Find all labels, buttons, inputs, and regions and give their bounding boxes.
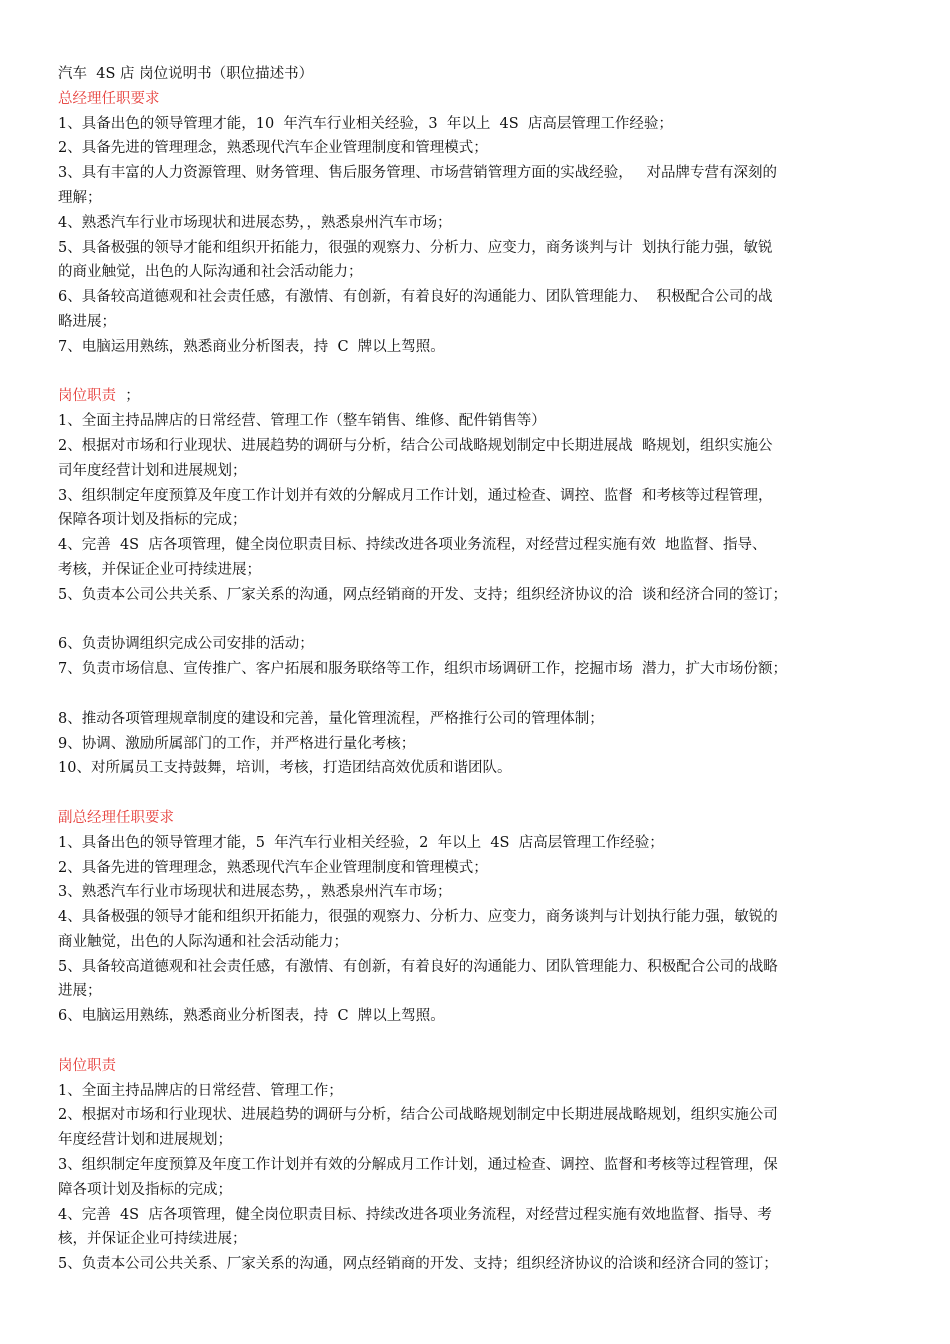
list-item: 4、完善 4S 店各项管理，健全岗位职责目标、持续改进各项业务流程，对经营过程实施有效地监督、指导、考 [58, 1206, 772, 1223]
list-item: 3、具有丰富的人力资源管理、财务管理、售后服务管理、市场营销管理方面的实战经验， 对品牌专营有深刻的 [58, 165, 778, 182]
list-item: 3、熟悉汽车行业市场现状和进展态势，，熟悉泉州汽车市场； [58, 884, 452, 901]
list-item: 2、根据对市场和行业现状、进展趋势的调研与分析，结合公司战略规划制定中长期进展战略规划，组织实施公司 [58, 1107, 778, 1124]
list-item: 7、负责市场信息、宣传推广、客户拓展和服务联络等工作，组织市场调研工作，挖掘市场 潜力，扩大市场份额； [58, 661, 787, 678]
list-item: 保障各项计划及指标的完成； [58, 512, 247, 529]
list-item: 1、具备出色的领导管理才能，5 年汽车行业相关经验，2 年以上 4S 店高层管理工作经验； [58, 834, 664, 851]
list-item: 考核，并保证企业可持续进展； [58, 561, 261, 578]
list-item: 5、负责本公司公共关系、厂家关系的沟通，网点经销商的开发、支持；组织经济协议的洽谈和经济合同的签订； [58, 1256, 778, 1273]
list-item: 2、具备先进的管理理念，熟悉现代汽车企业管理制度和管理模式； [58, 140, 488, 157]
list-item: 年度经营计划和进展规划； [58, 1132, 232, 1149]
list-item: 6、负责协调组织完成公司安排的活动； [58, 636, 314, 653]
document-title: 汽车 4S 店 岗位说明书（职位描述书） [58, 66, 314, 82]
list-item: 4、熟悉汽车行业市场现状和进展态势，，熟悉泉州汽车市场； [58, 214, 452, 231]
spacer [58, 682, 908, 707]
list-item: 10、对所属员工支持鼓舞，培训，考核，打造团结高效优质和谐团队。 [58, 760, 512, 777]
list-item: 略进展； [58, 313, 116, 330]
list-item: 1、全面主持品牌店的日常经营、管理工作（整车销售、维修、配件销售等） [58, 413, 546, 430]
list-item: 5、具备极强的领导才能和组织开拓能力，很强的观察力、分析力、应变力，商务谈判与计 划执行能力强，敏锐 [58, 239, 773, 256]
list-item: 7、电脑运用熟练，熟悉商业分析图表，持 C 牌以上驾照。 [58, 338, 445, 355]
list-item: 司年度经营计划和进展规划； [58, 462, 247, 479]
list-item: 理解； [58, 189, 102, 206]
list-item: 6、电脑运用熟练，熟悉商业分析图表，持 C 牌以上驾照。 [58, 1008, 445, 1025]
list-item: 1、全面主持品牌店的日常经营、管理工作； [58, 1082, 343, 1099]
list-item: 的商业触觉，出色的人际沟通和社会活动能力； [58, 264, 363, 281]
list-item: 进展； [58, 983, 102, 1000]
spacer [58, 608, 908, 633]
list-item: 2、具备先进的管理理念，熟悉现代汽车企业管理制度和管理模式； [58, 859, 488, 876]
list-item: 障各项计划及指标的完成； [58, 1181, 232, 1198]
document-page [58, 62, 908, 1277]
section-heading-gm-requirements: 总经理任职要求 [58, 90, 160, 107]
list-item: 8、推动各项管理规章制度的建设和完善，量化管理流程，严格推行公司的管理体制； [58, 710, 604, 727]
list-item: 核，并保证企业可持续进展； [58, 1231, 247, 1248]
list-item: 6、具备较高道德观和社会责任感，有激情、有创新，有着良好的沟通能力、团队管理能力、 积极配合公司的战 [58, 289, 773, 306]
list-item: 4、完善 4S 店各项管理，健全岗位职责目标、持续改进各项业务流程，对经营过程实施有效 地监督、指导、 [58, 537, 767, 554]
list-item: 4、具备极强的领导才能和组织开拓能力，很强的观察力、分析力、应变力，商务谈判与计划执行能力强，敏锐的 [58, 909, 778, 926]
list-item: 3、组织制定年度预算及年度工作计划并有效的分解成月工作计划，通过检查、调控、监督 和考核等过程管理， [58, 487, 773, 504]
list-item: 3、组织制定年度预算及年度工作计划并有效的分解成月工作计划，通过检查、调控、监督和考核等过程管理，保 [58, 1157, 778, 1174]
list-item: 5、具备较高道德观和社会责任感，有激情、有创新，有着良好的沟通能力、团队管理能力、积极配合公司的战略 [58, 958, 778, 975]
vgm-duties-list [58, 1079, 908, 1277]
spacer [58, 781, 908, 806]
gm-requirements-list [58, 112, 908, 360]
list-item: 5、负责本公司公共关系、厂家关系的沟通，网点经销商的开发、支持；组织经济协议的洽 谈和经济合同的签订； [58, 586, 787, 603]
list-item: 2、根据对市场和行业现状、进展趋势的调研与分析，结合公司战略规划制定中长期进展战 略规划，组织实施公 [58, 437, 773, 454]
section-heading-gm-duties [58, 384, 908, 409]
gm-duties-list [58, 409, 908, 781]
spacer [58, 360, 908, 385]
section-heading-vgm-duties: 岗位职责 [58, 1057, 116, 1074]
spacer [58, 1029, 908, 1054]
section-heading-vgm-requirements: 副总经理任职要求 [58, 809, 174, 826]
list-item: 商业触觉，出色的人际沟通和社会活动能力； [58, 933, 348, 950]
section-heading-text: 岗位职责 [58, 388, 116, 405]
heading-suffix: ； [116, 388, 140, 405]
list-item: 1、具备出色的领导管理才能，10 年汽车行业相关经验，3 年以上 4S 店高层管理工作经验； [58, 115, 673, 132]
vgm-requirements-list [58, 831, 908, 1029]
list-item: 9、协调、激励所属部门的工作，并严格进行量化考核； [58, 735, 416, 752]
